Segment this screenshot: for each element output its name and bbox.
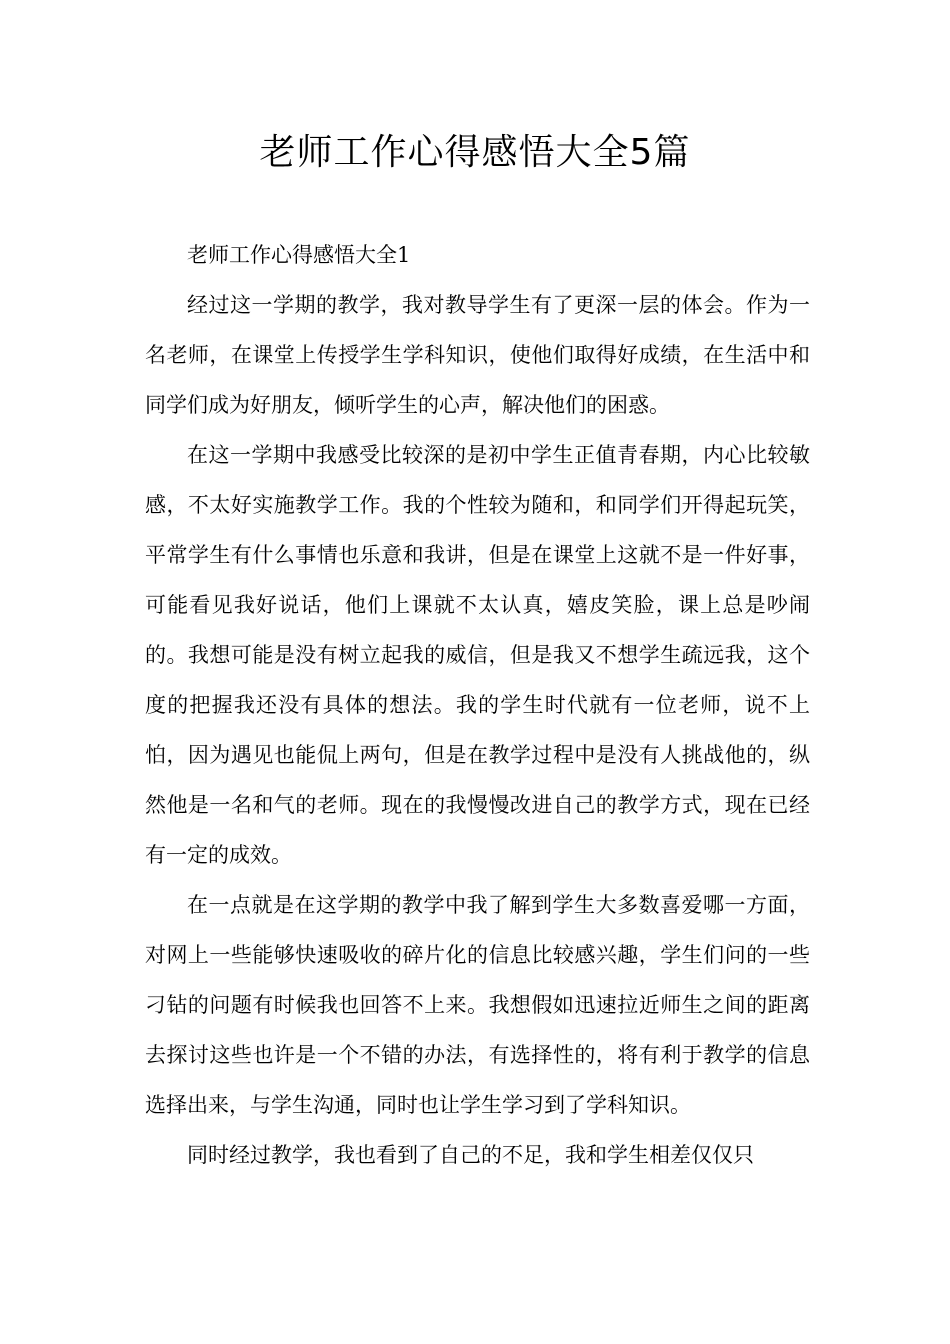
paragraph: 在这一学期中我感受比较深的是初中学生正值青春期，内心比较敏感，不太好实施教学工作。我的个性较为随和，和同学们开得起玩笑，平常学生有什么事情也乐意和我讲，但是在课堂上这就不是一件好事，可能看见我好说话，他们上课就不太认真，嬉皮笑脸，课上总是吵闹的。我想可能是没有树立起我的威信，但是我又不想学生疏远我，这个度的把握我还没有具体的想法。我的学生时代就有一位老师，说不上怕，因为遇见也能侃上两句，但是在教学过程中是没有人挑战他的，纵然他是一名和气的老师。现在的我慢慢改进自己的教学方式，现在已经有一定的成效。: [145, 443, 810, 867]
page-title: 老师工作心得感悟大全5篇: [259, 132, 691, 173]
section-heading: 老师工作心得感悟大全1: [187, 243, 411, 267]
paragraph: 在一点就是在这学期的教学中我了解到学生大多数喜爱哪一方面，对网上一些能够快速吸收的碎片化的信息比较感兴趣，学生们问的一些刁钻的问题有时候我也回答不上来。我想假如迅速拉近师生之间的距离去探讨这些也许是一个不错的办法，有选择性的，将有利于教学的信息选择出来，与学生沟通，同时也让学生学习到了学科知识。: [145, 893, 810, 1117]
paragraph: 经过这一学期的教学，我对教导学生有了更深一层的体会。作为一名老师，在课堂上传授学生学科知识，使他们取得好成绩，在生活中和同学们成为好朋友，倾听学生的心声，解决他们的困惑。: [145, 293, 810, 417]
document-body: [145, 230, 810, 1180]
paragraph: 同时经过教学，我也看到了自己的不足，我和学生相差仅仅只: [187, 1143, 754, 1167]
